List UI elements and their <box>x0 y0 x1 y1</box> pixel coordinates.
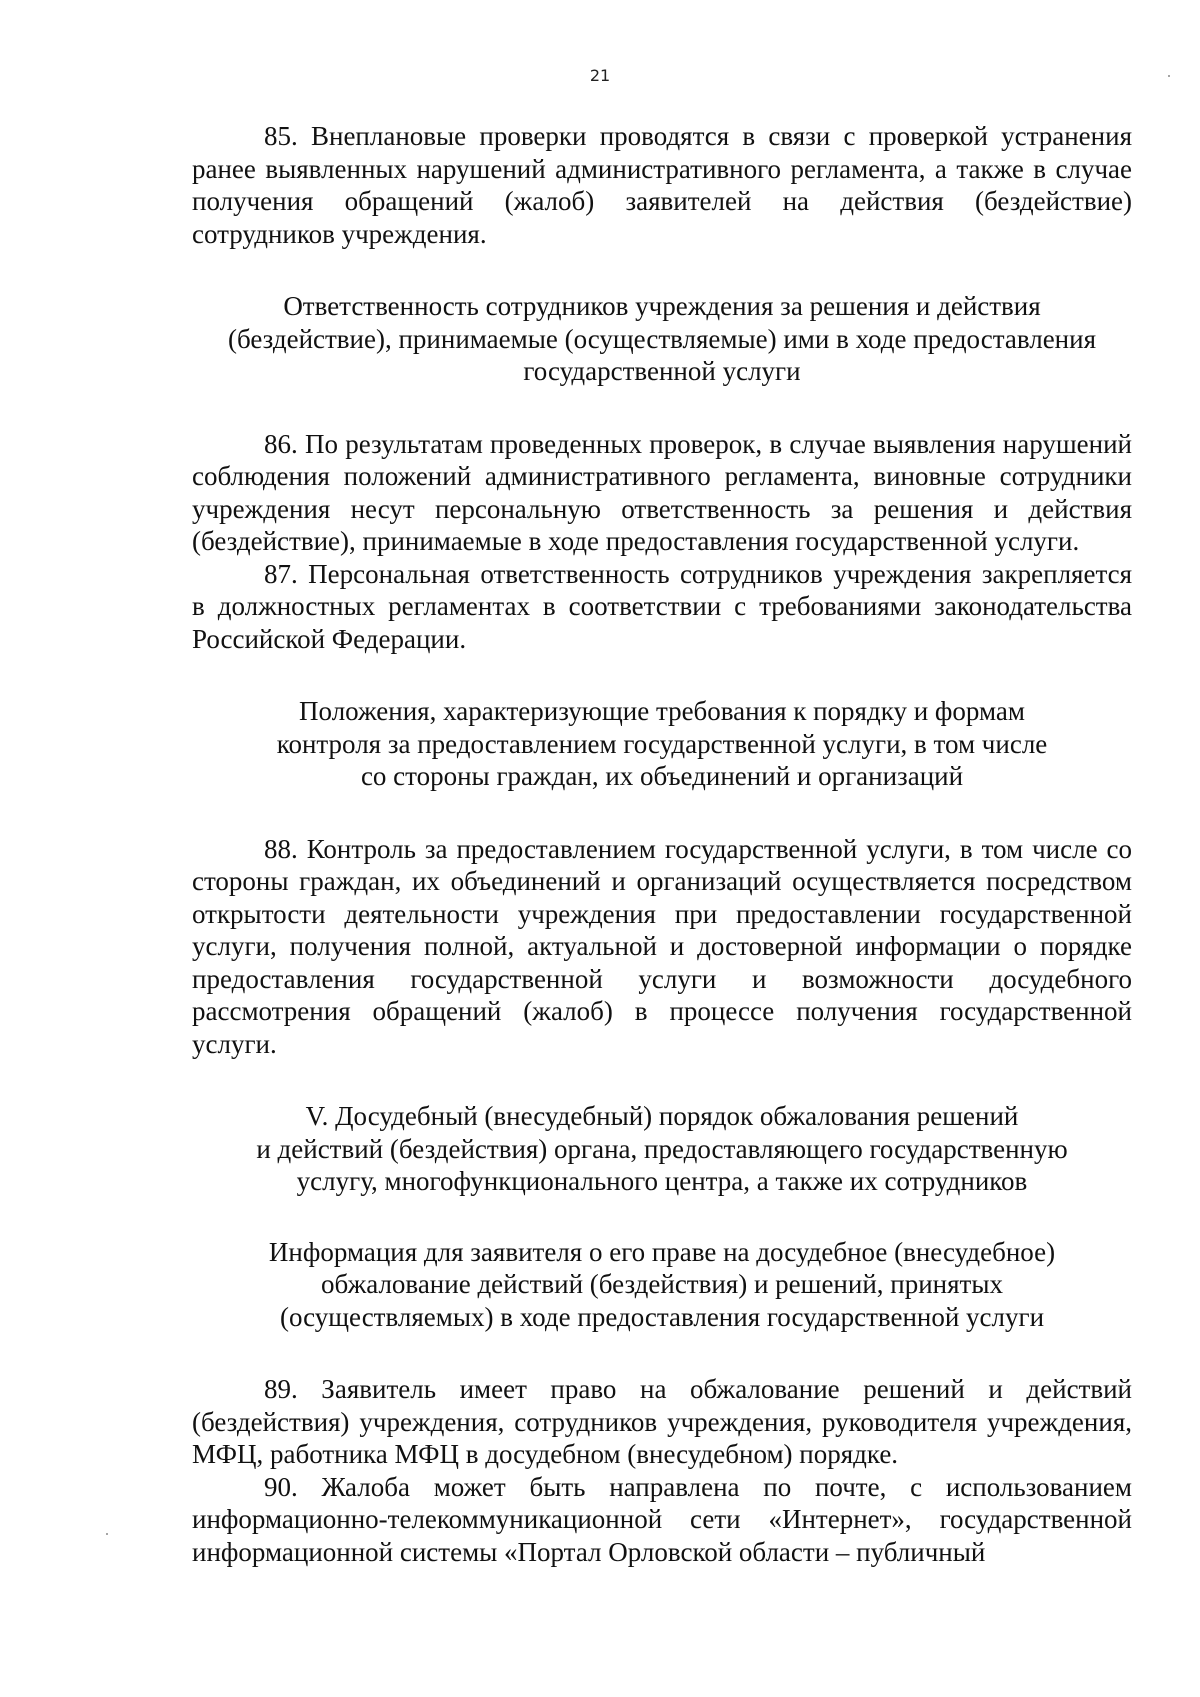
chapter-heading-v <box>192 1100 1132 1198</box>
heading-line: со стороны граждан, их объединений и организаций <box>360 761 964 791</box>
document-body <box>192 120 1132 1568</box>
spacer <box>192 388 1132 428</box>
page-number: 21 <box>589 66 611 85</box>
paragraph-89: 89. Заявитель имеет право на обжалование решений и действий (бездействия) учреждения, сотрудников учреждения, руководителя учреждения, МФЦ, работника МФЦ в досудебном (внесудебном) порядке. <box>192 1374 1132 1469</box>
paragraph-87: 87. Персональная ответственность сотрудников учреждения закрепляется в должностных регламентах в соответствии с требованиями законодательства Российской Федерации. <box>192 558 1132 654</box>
paragraph-88: 88. Контроль за предоставлением государственной услуги, в том числе со стороны граждан, их объединений и организаций осуществляется посредством открытости деятельности учреждения при предоставлении государственной услуги, получения полной, актуальной и достоверной информации о порядке предоставления государственной услуги и возможности досудебного рассмотрения обращений (жалоб) в процессе получения государственной услуги. <box>192 833 1132 1059</box>
spacer <box>192 793 1132 833</box>
heading-line: обжалование действий (бездействия) и решений, принятых <box>321 1269 1003 1299</box>
spacer <box>192 655 1132 695</box>
section-heading-responsibility <box>192 290 1132 388</box>
paragraph-85: 85. Внеплановые проверки проводятся в связи с проверкой устранения ранее выявленных нарушений административного регламента, а также в случае получения обращений (жалоб) заявителей на действия (бездействие) сотрудников учреждения. <box>192 121 1132 249</box>
heading-line: услугу, многофункционального центра, а также их сотрудников <box>296 1166 1028 1196</box>
heading-line: Информация для заявителя о его праве на досудебное (внесудебное) <box>268 1236 1056 1267</box>
section-heading-control <box>192 695 1132 793</box>
heading-line: государственной услуги <box>523 356 801 386</box>
paragraph-90: 90. Жалоба может быть направлена по почте, с использованием информационно-телекоммуникационной сети «Интернет», государственной информационной системы «Портал Орловской области – публичный <box>192 1471 1132 1567</box>
scan-speck <box>1168 75 1170 77</box>
scan-speck <box>106 1533 108 1535</box>
heading-line: Положения, характеризующие требования к порядку и формам <box>299 696 1025 726</box>
heading-line: контроля за предоставлением государственной услуги, в том числе <box>276 728 1048 759</box>
spacer <box>192 1198 1132 1236</box>
spacer <box>192 250 1132 290</box>
spacer <box>192 1333 1132 1373</box>
heading-line: (бездействие), принимаемые (осуществляемые) ими в ходе предоставления <box>227 323 1096 354</box>
heading-line: V. Досудебный (внесудебный) порядок обжалования решений <box>305 1101 1019 1131</box>
spacer <box>192 1060 1132 1100</box>
heading-line: (осуществляемых) в ходе предоставления государственной услуги <box>279 1301 1045 1332</box>
heading-line: и действий (бездействия) органа, предоставляющего государственную <box>256 1133 1068 1164</box>
paragraph-86: 86. По результатам проведенных проверок, в случае выявления нарушений соблюдения положений административного регламента, виновные сотрудники учреждения несут персональную ответственность за решения и действия (бездействие), принимаемые в ходе предоставления государственной услуги. <box>192 428 1132 556</box>
heading-line: Ответственность сотрудников учреждения за решения и действия <box>283 291 1041 321</box>
section-heading-appeal-info <box>192 1236 1132 1334</box>
